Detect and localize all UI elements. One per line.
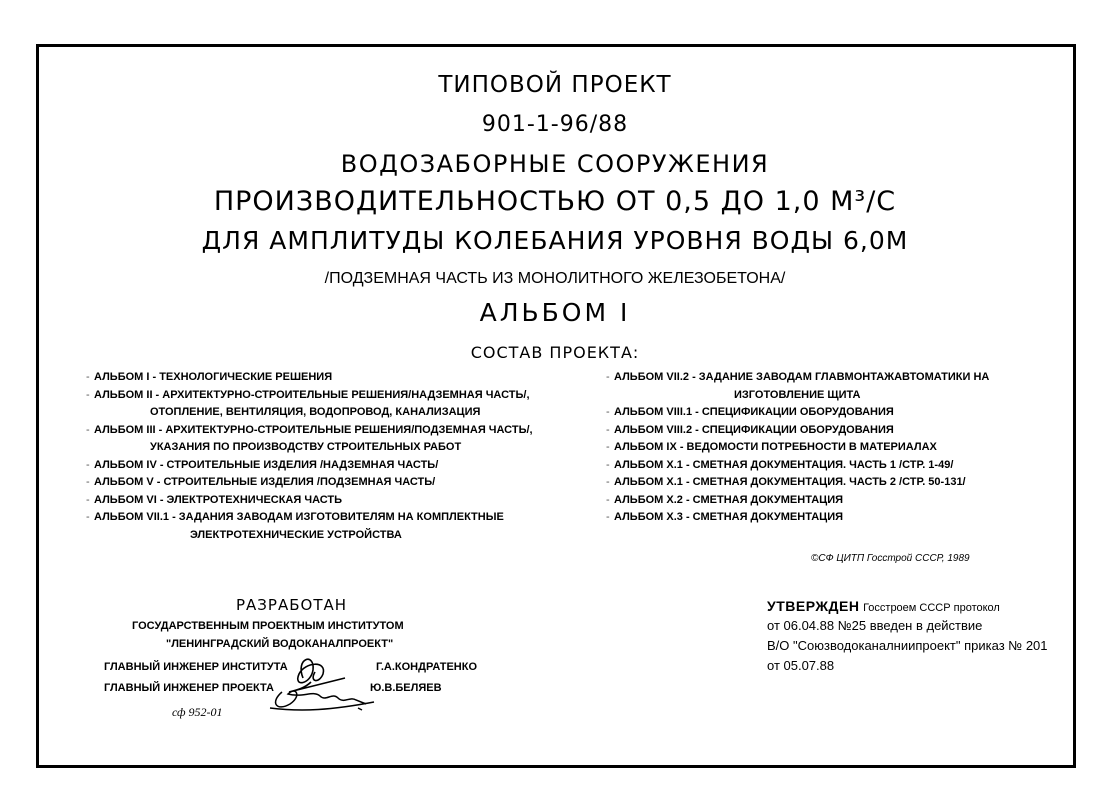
developer-title: РАЗРАБОТАН: [236, 596, 348, 614]
project-name: ВОДОЗАБОРНЫЕ СООРУЖЕНИЯ: [340, 150, 770, 178]
list-item-continuation: УКАЗАНИЯ ПО ПРОИЗВОДСТВУ СТРОИТЕЛЬНЫХ РАБОТ: [150, 441, 462, 453]
list-item-continuation: ЭЛЕКТРОТЕХНИЧЕСКИЕ УСТРОЙСТВА: [190, 528, 402, 541]
project-number: 901-1-96/88: [481, 112, 629, 137]
list-item: - АЛЬБОМ III - АРХИТЕКТУРНО-СТРОИТЕЛЬНЫЕ РЕШЕНИЯ/ПОДЗЕМНАЯ ЧАСТЬ/,: [86, 423, 533, 436]
amplitude-line: ДЛЯ АМПЛИТУДЫ КОЛЕБАНИЯ УРОВНЯ ВОДЫ 6,0М: [201, 226, 909, 255]
subtitle-note: /ПОДЗЕМНАЯ ЧАСТЬ ИЗ МОНОЛИТНОГО ЖЕЛЕЗОБЕТОНА/: [324, 270, 786, 287]
list-item-continuation: ОТОПЛЕНИЕ, ВЕНТИЛЯЦИЯ, ВОДОПРОВОД, КАНАЛИЗАЦИЯ: [150, 406, 481, 418]
composition-heading: СОСТАВ ПРОЕКТА:: [470, 343, 640, 362]
list-item: - АЛЬБОМ X.3 - СМЕТНАЯ ДОКУМЕНТАЦИЯ: [606, 511, 844, 523]
list-item: - АЛЬБОМ VIII.1 - СПЕЦИФИКАЦИИ ОБОРУДОВАНИЯ: [606, 406, 894, 418]
list-item: - АЛЬБОМ V - СТРОИТЕЛЬНЫЕ ИЗДЕЛИЯ /ПОДЗЕМНАЯ ЧАСТЬ/: [86, 476, 436, 488]
chief-engineer-project-role: ГЛАВНЫЙ ИНЖЕНЕР ПРОЕКТА: [104, 682, 274, 694]
approval-line-1: [767, 598, 1000, 614]
list-item: - АЛЬБОМ IX - ВЕДОМОСТИ ПОТРЕБНОСТИ В МАТЕРИАЛАХ: [606, 441, 937, 453]
approval-line-2: от 06.04.88 №25 введен в действие: [767, 618, 983, 633]
list-item: - АЛЬБОМ X.2 - СМЕТНАЯ ДОКУМЕНТАЦИЯ: [606, 493, 844, 506]
composition-list-right: [606, 369, 989, 527]
copyright-note: ©СФ ЦИТП Госстрой СССР, 1989: [811, 553, 970, 564]
list-item: - АЛЬБОМ VII.1 - ЗАДАНИЯ ЗАВОДАМ ИЗГОТОВИТЕЛЯМ НА КОМПЛЕКТНЫЕ: [86, 511, 504, 523]
developer-org-name: "ЛЕНИНГРАДСКИЙ ВОДОКАНАЛПРОЕКТ": [166, 638, 394, 650]
composition-list-left: [86, 369, 533, 544]
project-type-title: ТИПОВОЙ ПРОЕКТ: [438, 72, 672, 98]
album-title: АЛЬБОМ I: [479, 298, 631, 327]
chief-engineer-institute-role: ГЛАВНЫЙ ИНЖЕНЕР ИНСТИТУТА: [104, 661, 288, 673]
chief-engineer-institute-name: Г.А.КОНДРАТЕНКО: [376, 661, 478, 673]
developer-org: ГОСУДАРСТВЕННЫМ ПРОЕКТНЫМ ИНСТИТУТОМ: [132, 620, 404, 632]
list-item: - АЛЬБОМ X.1 - СМЕТНАЯ ДОКУМЕНТАЦИЯ. ЧАСТЬ 1 /СТР. 1-49/: [606, 458, 954, 471]
signature-belyaev: [262, 672, 382, 722]
list-item: - АЛЬБОМ X.1 - СМЕТНАЯ ДОКУМЕНТАЦИЯ. ЧАСТЬ 2 /СТР. 50-131/: [606, 476, 966, 488]
list-item: - АЛЬБОМ VIII.2 - СПЕЦИФИКАЦИИ ОБОРУДОВАНИЯ: [606, 423, 894, 436]
document-code: сф 952-01: [172, 705, 223, 719]
chief-engineer-project-name: Ю.В.БЕЛЯЕВ: [370, 682, 442, 694]
approval-line-3: В/О "Союзводоканалниипроект" приказ № 201: [767, 638, 1048, 653]
list-item-continuation: ИЗГОТОВЛЕНИЕ ЩИТА: [734, 388, 861, 401]
approval-authority: Госстроем СССР протокол: [863, 602, 1000, 614]
approval-title: УТВЕРЖДЕН: [767, 598, 860, 614]
capacity-line: ПРОИЗВОДИТЕЛЬНОСТЬЮ ОТ 0,5 ДО 1,0 М³/С: [213, 186, 897, 217]
approval-line-4: от 05.07.88: [767, 658, 835, 673]
list-item: - АЛЬБОМ VI - ЭЛЕКТРОТЕХНИЧЕСКАЯ ЧАСТЬ: [86, 493, 343, 506]
list-item: - АЛЬБОМ VII.2 - ЗАДАНИЕ ЗАВОДАМ ГЛАВМОНТАЖАВТОМАТИКИ НА: [606, 371, 990, 383]
list-item: - АЛЬБОМ IV - СТРОИТЕЛЬНЫЕ ИЗДЕЛИЯ /НАДЗЕМНАЯ ЧАСТЬ/: [86, 458, 439, 471]
list-item: - АЛЬБОМ II - АРХИТЕКТУРНО-СТРОИТЕЛЬНЫЕ РЕШЕНИЯ/НАДЗЕМНАЯ ЧАСТЬ/,: [86, 388, 530, 401]
list-item: - АЛЬБОМ I - ТЕХНОЛОГИЧЕСКИЕ РЕШЕНИЯ: [86, 371, 333, 383]
